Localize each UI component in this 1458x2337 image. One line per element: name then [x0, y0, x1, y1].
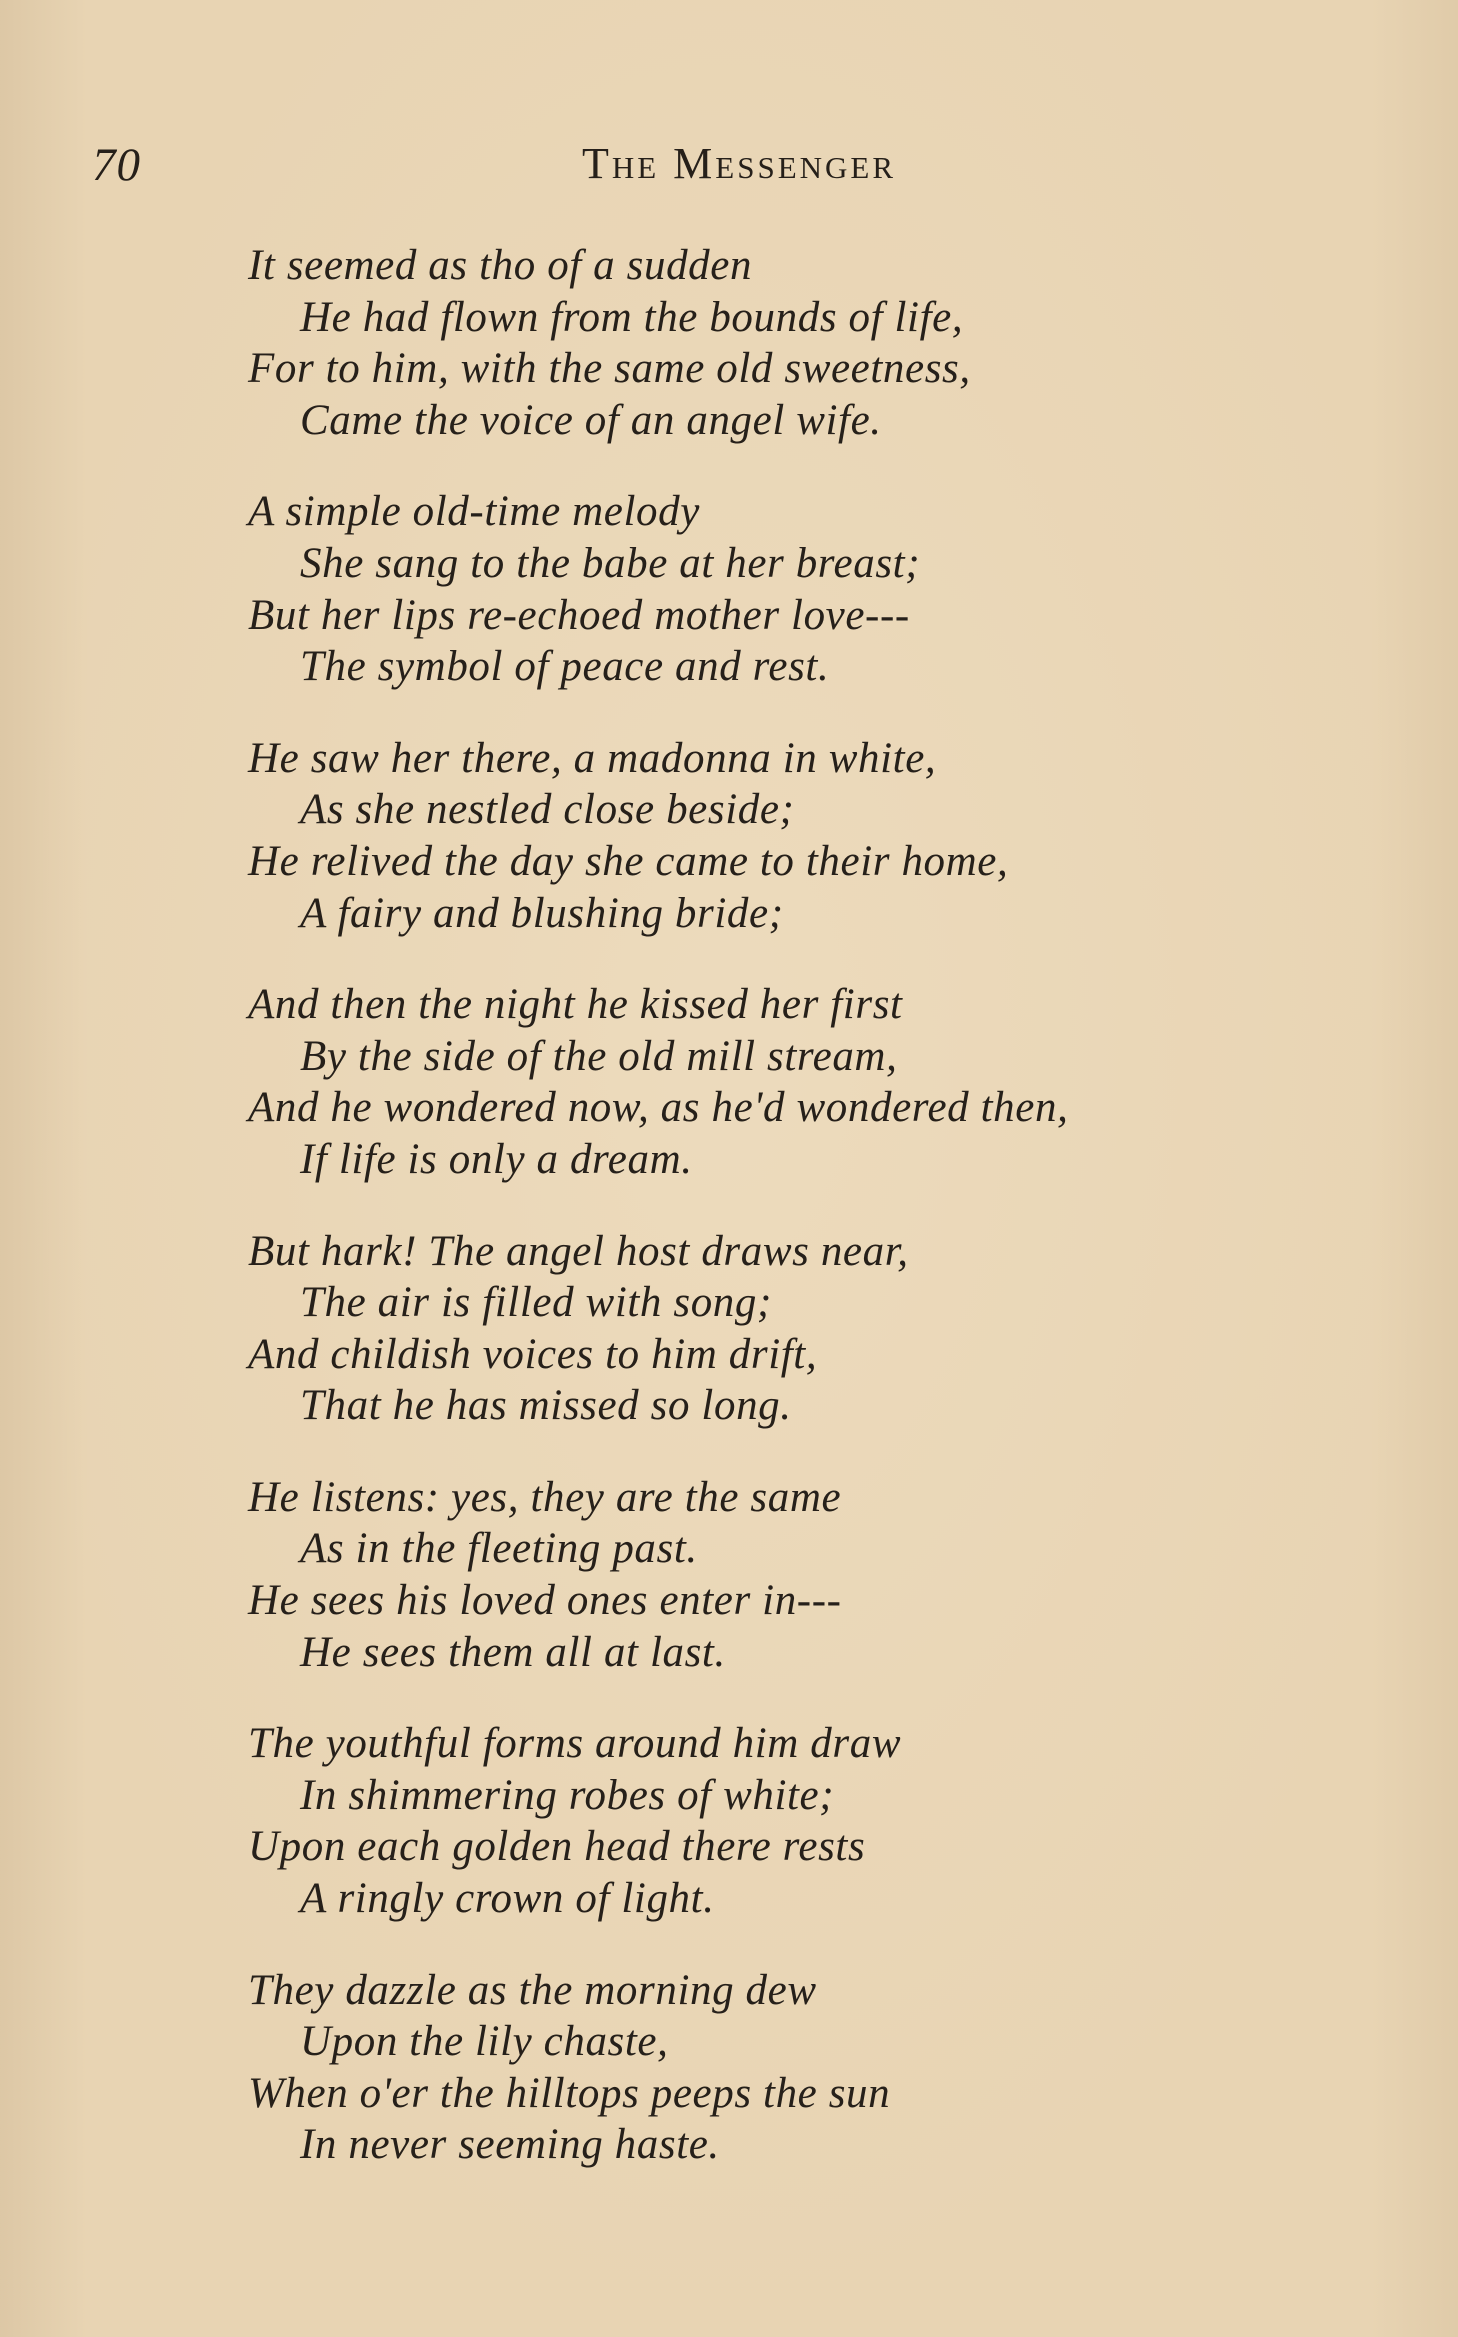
poem-line: The air is filled with song; — [300, 1279, 772, 1327]
stanza — [248, 240, 1308, 446]
poem-line: He sees them all at last. — [300, 1628, 726, 1676]
poem-line: In shimmering robes of white; — [300, 1771, 835, 1819]
poem-line: That he has missed so long. — [300, 1382, 792, 1430]
poem-line: It seemed as tho of a sudden — [248, 242, 753, 289]
poem-line: But hark! The angel host draws near, — [248, 1227, 909, 1275]
poem-line: In never seeming haste. — [300, 2121, 720, 2169]
stanza — [248, 1472, 1308, 1678]
stanza — [248, 1718, 1308, 1924]
poem-line: He listens: yes, they are the same — [248, 1473, 842, 1521]
poem-line: He saw her there, a madonna in white, — [248, 734, 937, 782]
poem-line: They dazzle as the morning dew — [248, 1966, 817, 2014]
poem-line: She sang to the babe at her breast; — [300, 539, 921, 587]
poem-line: As she nestled close beside; — [300, 786, 795, 834]
poem-line: And he wondered now, as he'd wondered then, — [248, 1084, 1069, 1132]
poem-line: When o'er the hilltops peeps the sun — [248, 2069, 891, 2117]
poem-line: As in the fleeting past. — [300, 1525, 698, 1573]
poem-line: And childish voices to him drift, — [248, 1330, 818, 1378]
poem-line: Upon each golden head there rests — [248, 1823, 866, 1871]
poem-line: A ringly crown of light. — [300, 1875, 715, 1923]
poem-line: The youthful forms around him draw — [248, 1720, 902, 1768]
poem-line: He sees his loved ones enter in--- — [248, 1577, 842, 1625]
poem-line: If life is only a dream. — [300, 1135, 693, 1183]
stanza — [248, 486, 1308, 692]
stanza — [248, 1965, 1308, 2171]
stanza — [248, 1226, 1308, 1432]
poem-line: And then the night he kissed her first — [248, 981, 903, 1029]
poem-line: A fairy and blushing bride; — [300, 889, 784, 937]
running-title: The Messenger — [581, 139, 897, 188]
poem-line: He had flown from the bounds of life, — [300, 293, 964, 341]
poem-line: Came the voice of an angel wife. — [300, 396, 882, 444]
poem-line: For to him, with the same old sweetness, — [248, 345, 971, 393]
poem-line: A simple old-time melody — [248, 488, 700, 536]
stanza — [248, 979, 1308, 1185]
poem-line: The symbol of peace and rest. — [300, 643, 830, 691]
page-number: 70 — [92, 139, 141, 191]
poem-line: Upon the lily chaste, — [300, 2018, 669, 2066]
stanza — [248, 733, 1308, 939]
poem-body — [248, 240, 1308, 2211]
poem-line: He relived the day she came to their home, — [248, 837, 1009, 885]
poem-line: But her lips re-echoed mother love--- — [248, 591, 910, 639]
poem-line: By the side of the old mill stream, — [300, 1032, 898, 1080]
